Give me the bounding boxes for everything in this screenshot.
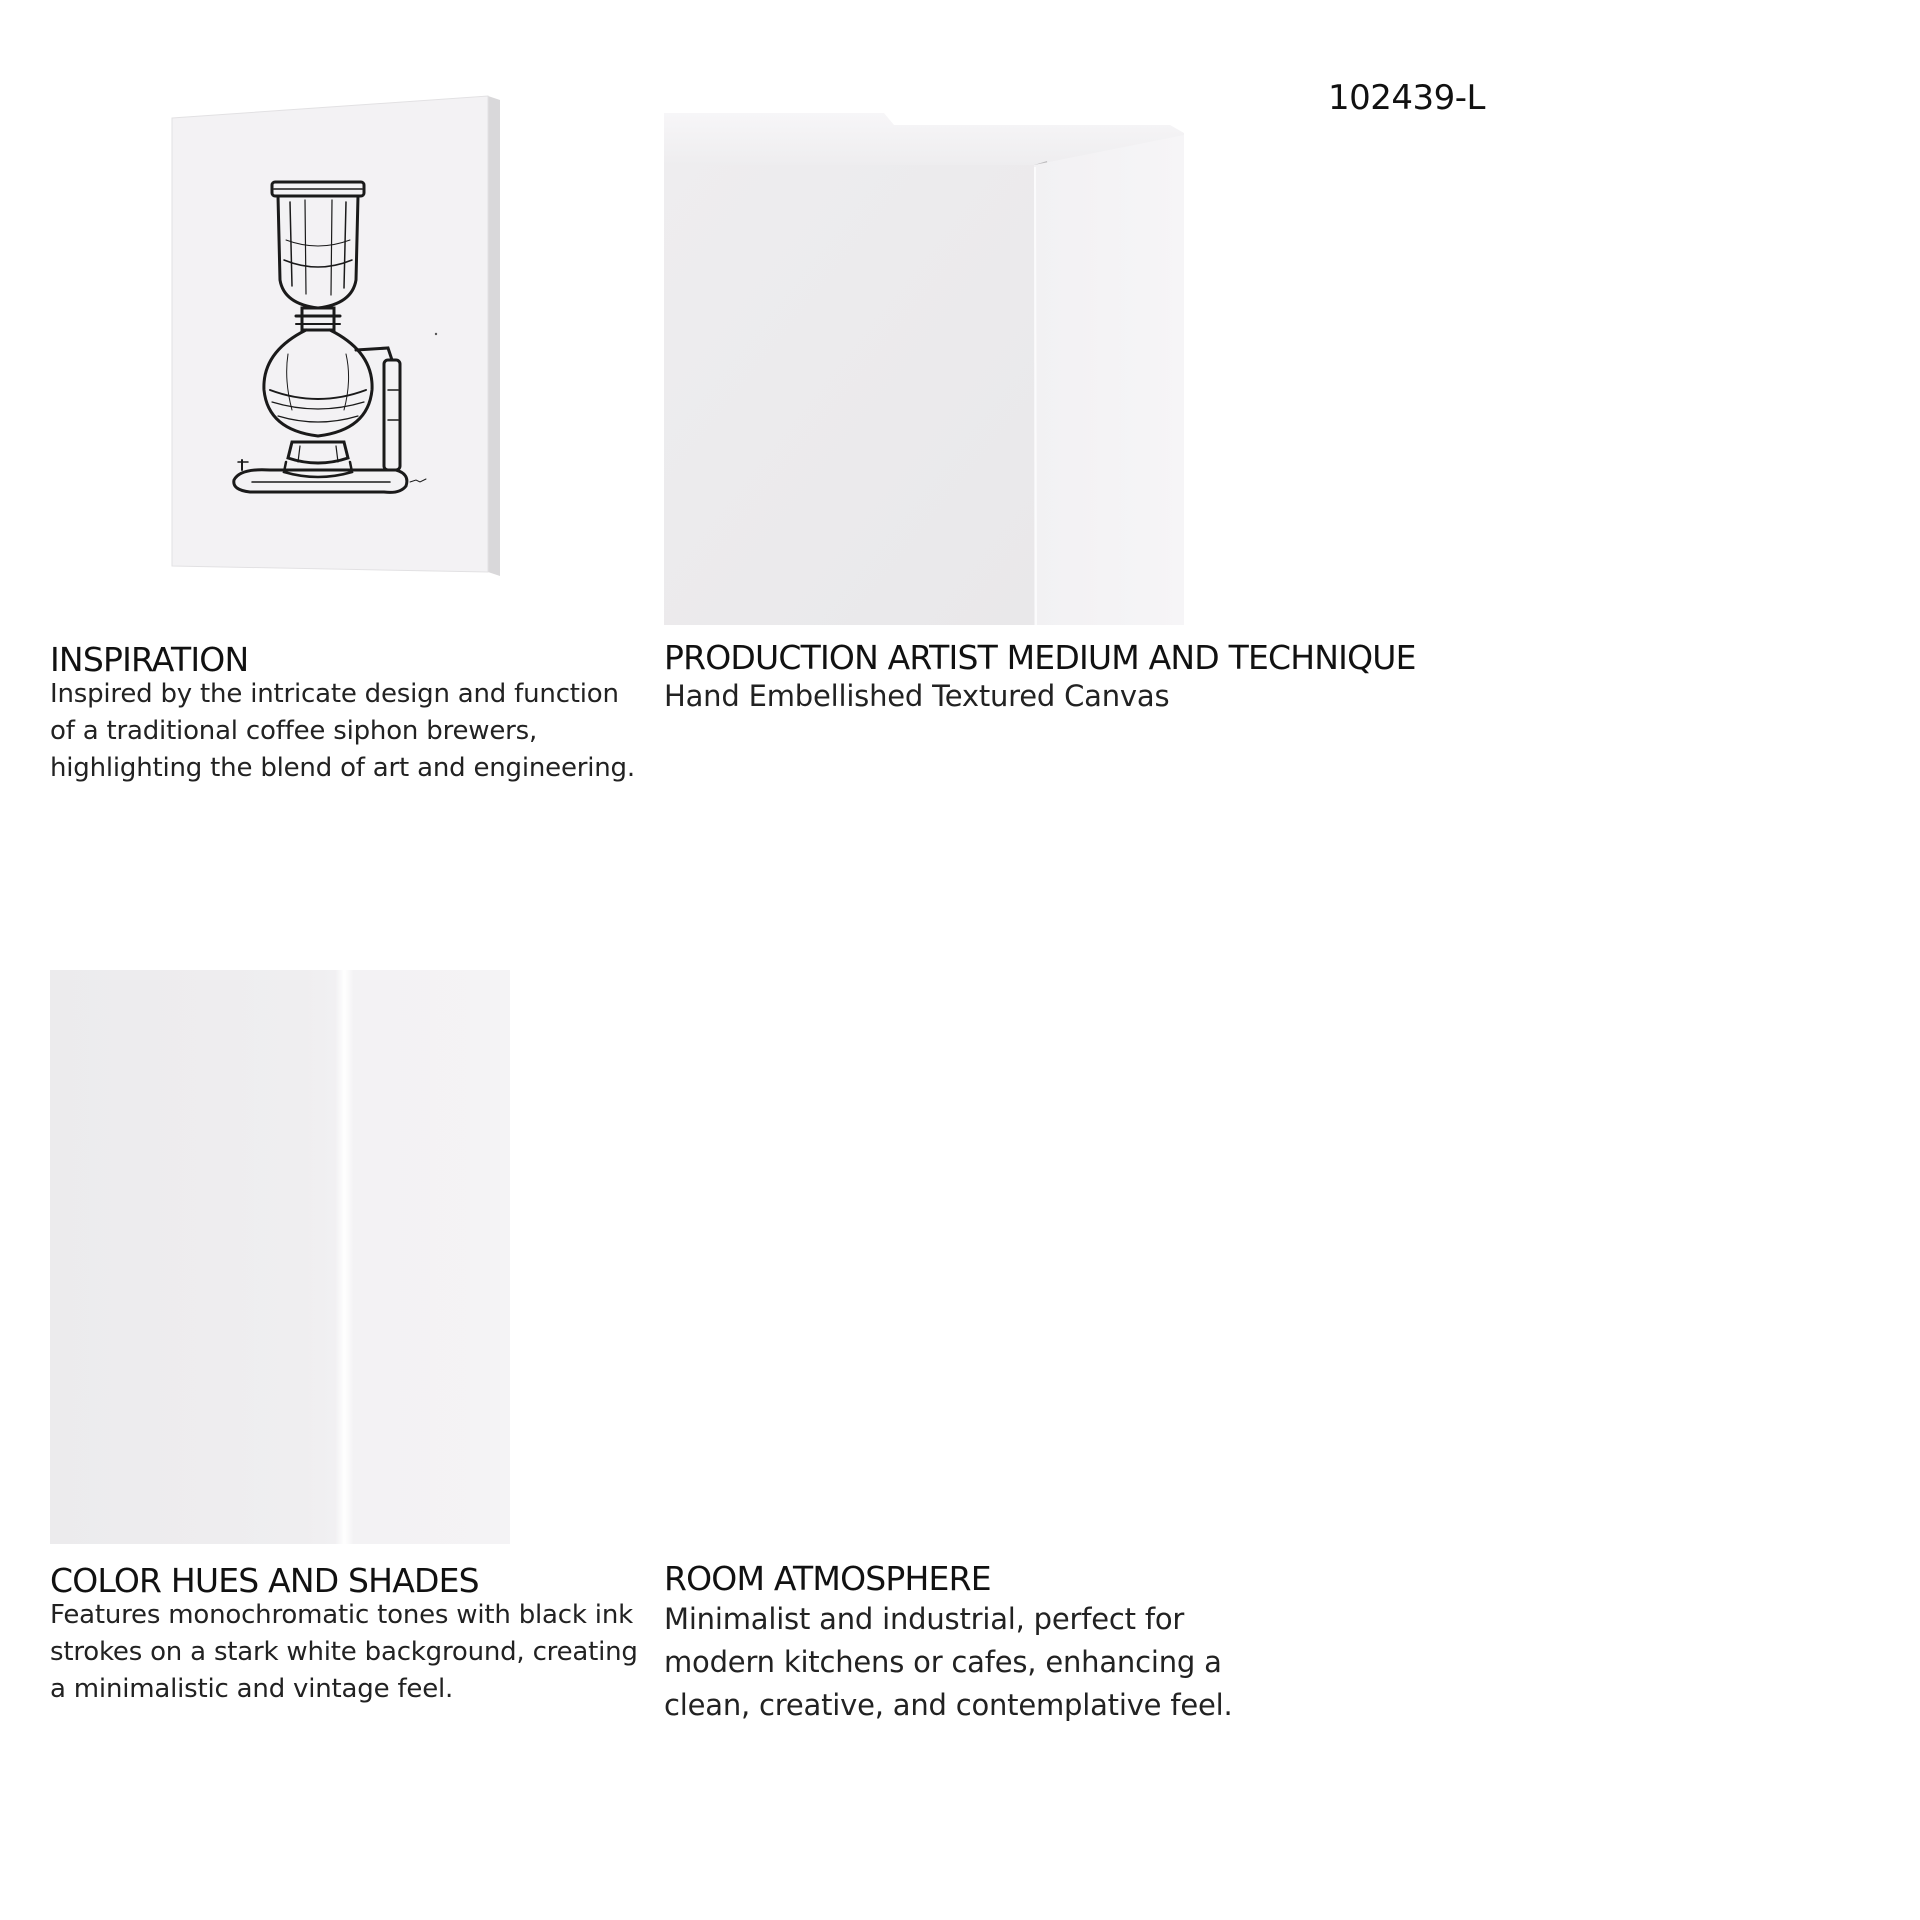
inspiration-line: highlighting the blend of art and engineering. xyxy=(50,753,635,783)
color-line: a minimalistic and vintage feel. xyxy=(50,1674,454,1704)
inspiration-description xyxy=(50,676,640,787)
canvas-corner-image xyxy=(664,113,1184,625)
color-hues-description xyxy=(50,1597,640,1708)
inspiration-heading: INSPIRATION xyxy=(50,640,249,679)
color-line: Features monochromatic tones with black ink xyxy=(50,1600,633,1630)
medium-technique-description: Hand Embellished Textured Canvas xyxy=(664,679,1170,713)
inspiration-line: of a traditional coffee siphon brewers, xyxy=(50,716,538,746)
inspiration-line: Inspired by the intricate design and function xyxy=(50,679,619,709)
room-line: clean, creative, and contemplative feel. xyxy=(664,1688,1233,1722)
siphon-sketch-image xyxy=(160,90,520,590)
color-line: strokes on a stark white background, creating xyxy=(50,1637,638,1667)
product-sku: 102439-L xyxy=(1328,78,1486,118)
color-hues-heading: COLOR HUES AND SHADES xyxy=(50,1561,479,1600)
canvas-edge-closeup xyxy=(50,970,510,1544)
room-line: modern kitchens or cafes, enhancing a xyxy=(664,1645,1222,1679)
room-line: Minimalist and industrial, perfect for xyxy=(664,1602,1185,1636)
product-photo xyxy=(160,90,520,590)
medium-technique-heading: PRODUCTION ARTIST MEDIUM AND TECHNIQUE xyxy=(664,638,1416,677)
room-atmosphere-heading: ROOM ATMOSPHERE xyxy=(664,1559,991,1598)
canvas-corner-closeup xyxy=(664,113,1184,625)
room-atmosphere-description xyxy=(664,1598,1284,1727)
